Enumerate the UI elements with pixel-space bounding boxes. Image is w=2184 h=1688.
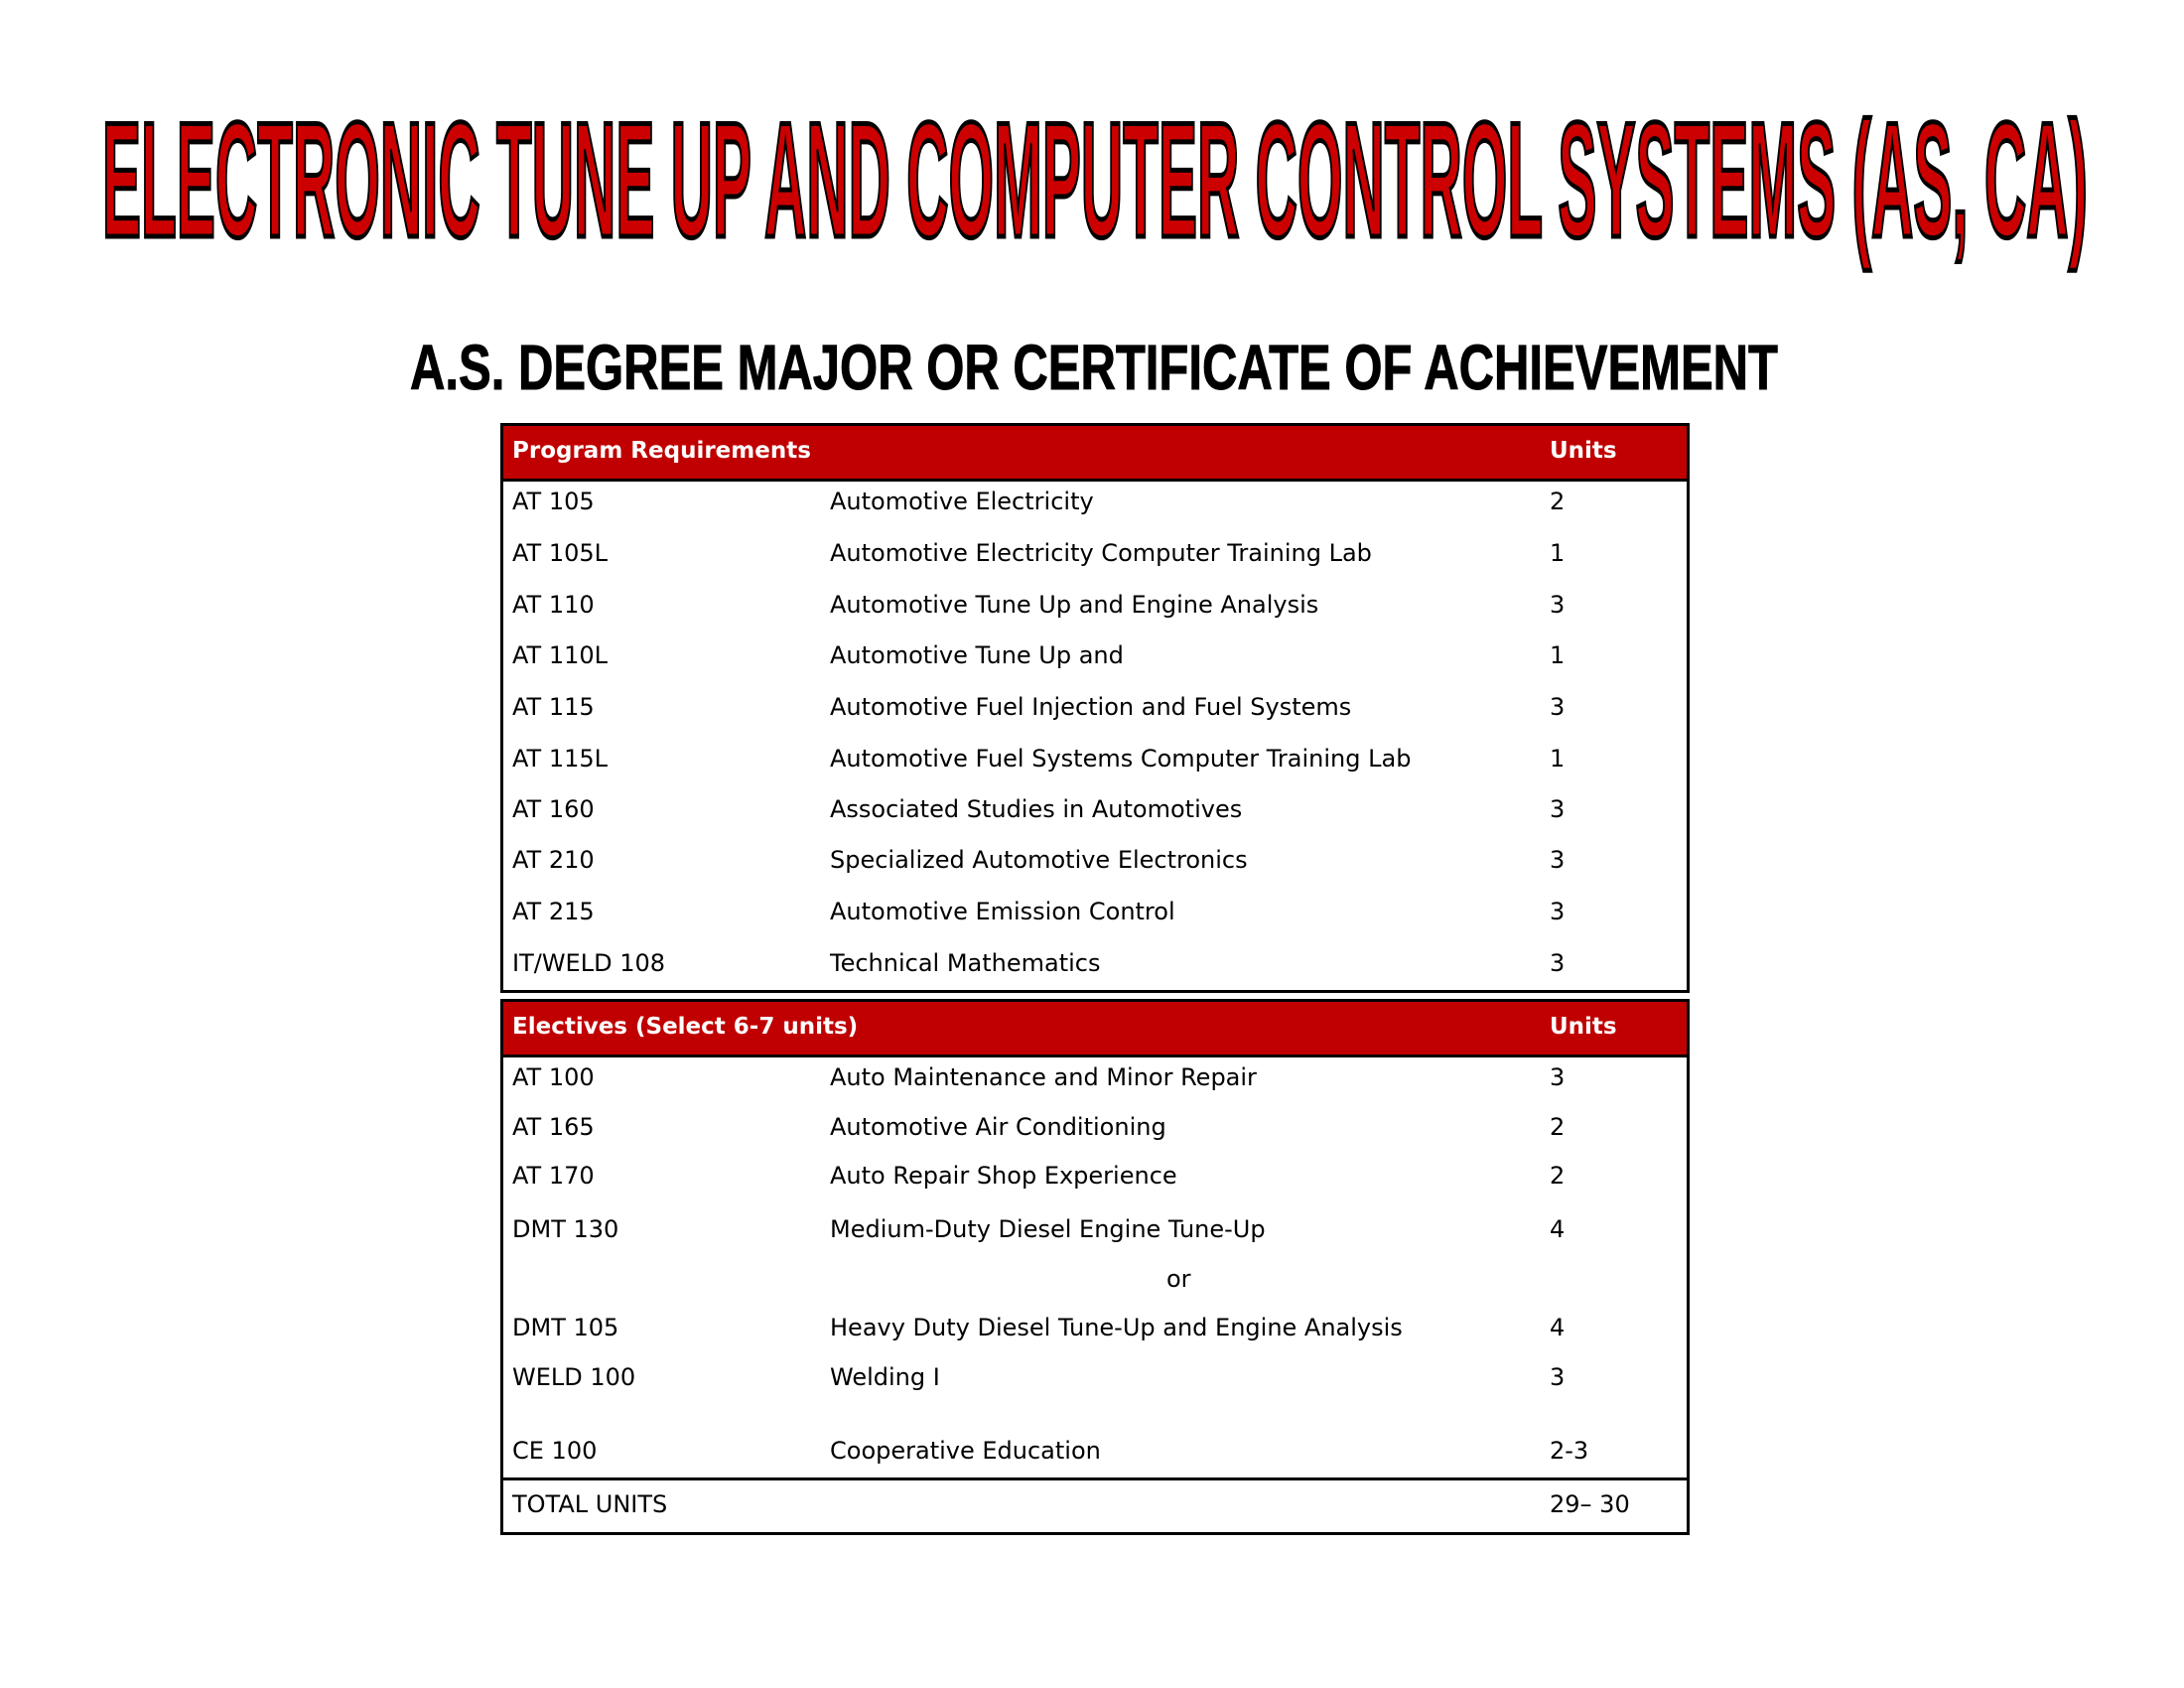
page-title-text: ELECTRONIC TUNE UP AND COMPUTER CONTROL SYSTEMS (AS, CA): [102, 87, 2089, 272]
course-title: Automotive Fuel Systems Computer Training Lab: [830, 745, 1412, 773]
course-title: Automotive Tune Up and: [830, 641, 1124, 669]
table-row: [503, 687, 1687, 727]
page-title: [97, 87, 2093, 286]
table-row: [503, 533, 1687, 573]
total-units-row: [503, 1477, 1687, 1532]
course-code: WELD 100: [512, 1363, 636, 1391]
course-units: 4: [1550, 1314, 1566, 1341]
table-row: [503, 1431, 1687, 1471]
program-requirements-table: [500, 423, 1690, 993]
table-row: [503, 1357, 1687, 1397]
course-code: AT 105L: [512, 539, 609, 567]
course-title: Automotive Electricity Computer Training Lab: [830, 539, 1372, 567]
course-code: AT 105: [512, 488, 595, 515]
page-subtitle: [409, 320, 1779, 403]
course-title: Automotive Fuel Injection and Fuel Systems: [830, 693, 1352, 721]
electives-header-label: Electives (Select 6-7 units): [512, 1014, 859, 1040]
program-requirements-header-label: Program Requirements: [512, 438, 811, 464]
table-row: [503, 739, 1687, 778]
table-row: [503, 840, 1687, 880]
course-title: Auto Repair Shop Experience: [830, 1162, 1177, 1190]
electives-header: [503, 1002, 1687, 1057]
course-code: AT 215: [512, 898, 595, 925]
table-row: [503, 943, 1687, 983]
course-title: Automotive Tune Up and Engine Analysis: [830, 591, 1319, 619]
course-code: AT 110: [512, 591, 595, 619]
course-title: Technical Mathematics: [830, 949, 1101, 977]
table-row: [503, 1156, 1687, 1196]
course-units: 3: [1550, 949, 1566, 977]
course-units: 3: [1550, 1363, 1566, 1391]
course-code: AT 110L: [512, 641, 609, 669]
course-units: 2: [1550, 1113, 1566, 1141]
course-code: AT 100: [512, 1063, 595, 1091]
course-code: AT 165: [512, 1113, 595, 1141]
course-units: 2: [1550, 1162, 1566, 1190]
course-code: DMT 130: [512, 1215, 619, 1243]
course-title: Automotive Air Conditioning: [830, 1113, 1166, 1141]
table-row: [503, 585, 1687, 625]
course-units: 3: [1550, 846, 1566, 874]
table-row: [503, 1209, 1687, 1249]
table-row: [503, 892, 1687, 931]
table-row: [503, 482, 1687, 521]
course-code: AT 160: [512, 795, 595, 823]
course-title: Automotive Electricity: [830, 488, 1094, 515]
course-title: Medium-Duty Diesel Engine Tune-Up: [830, 1215, 1266, 1243]
course-code: CE 100: [512, 1437, 598, 1465]
course-units: 3: [1550, 795, 1566, 823]
course-units: 2: [1550, 488, 1566, 515]
course-code: AT 115L: [512, 745, 609, 773]
total-units-label: TOTAL UNITS: [512, 1490, 668, 1518]
electives-table: [500, 999, 1690, 1535]
electives-header-units: Units: [1550, 1014, 1617, 1040]
or-row: [503, 1259, 1687, 1299]
course-code: AT 115: [512, 693, 595, 721]
course-units: 3: [1550, 1063, 1566, 1091]
table-row: [503, 1107, 1687, 1147]
page-subtitle-text: A.S. DEGREE MAJOR OR CERTIFICATE OF ACHIEVEMENT: [410, 332, 1778, 403]
course-title: Specialized Automotive Electronics: [830, 846, 1248, 874]
course-code: AT 170: [512, 1162, 595, 1190]
course-units: 4: [1550, 1215, 1566, 1243]
program-requirements-header: [503, 426, 1687, 482]
table-row: [503, 1308, 1687, 1347]
course-title: Automotive Emission Control: [830, 898, 1175, 925]
program-requirements-header-units: Units: [1550, 438, 1617, 464]
table-row: [503, 1057, 1687, 1097]
course-title: Auto Maintenance and Minor Repair: [830, 1063, 1257, 1091]
or-separator: or: [1166, 1265, 1191, 1293]
course-code: IT/WELD 108: [512, 949, 666, 977]
course-title: Welding I: [830, 1363, 940, 1391]
course-units: 2-3: [1550, 1437, 1589, 1465]
course-units: 3: [1550, 693, 1566, 721]
course-units: 3: [1550, 591, 1566, 619]
total-units-value: 29– 30: [1550, 1490, 1630, 1518]
course-units: 1: [1550, 745, 1566, 773]
course-code: DMT 105: [512, 1314, 619, 1341]
course-units: 1: [1550, 641, 1566, 669]
course-units: 3: [1550, 898, 1566, 925]
course-title: Associated Studies in Automotives: [830, 795, 1243, 823]
course-title: Cooperative Education: [830, 1437, 1101, 1465]
course-units: 1: [1550, 539, 1566, 567]
course-title: Heavy Duty Diesel Tune-Up and Engine Analysis: [830, 1314, 1403, 1341]
table-row: [503, 635, 1687, 675]
table-row: [503, 789, 1687, 829]
course-code: AT 210: [512, 846, 595, 874]
